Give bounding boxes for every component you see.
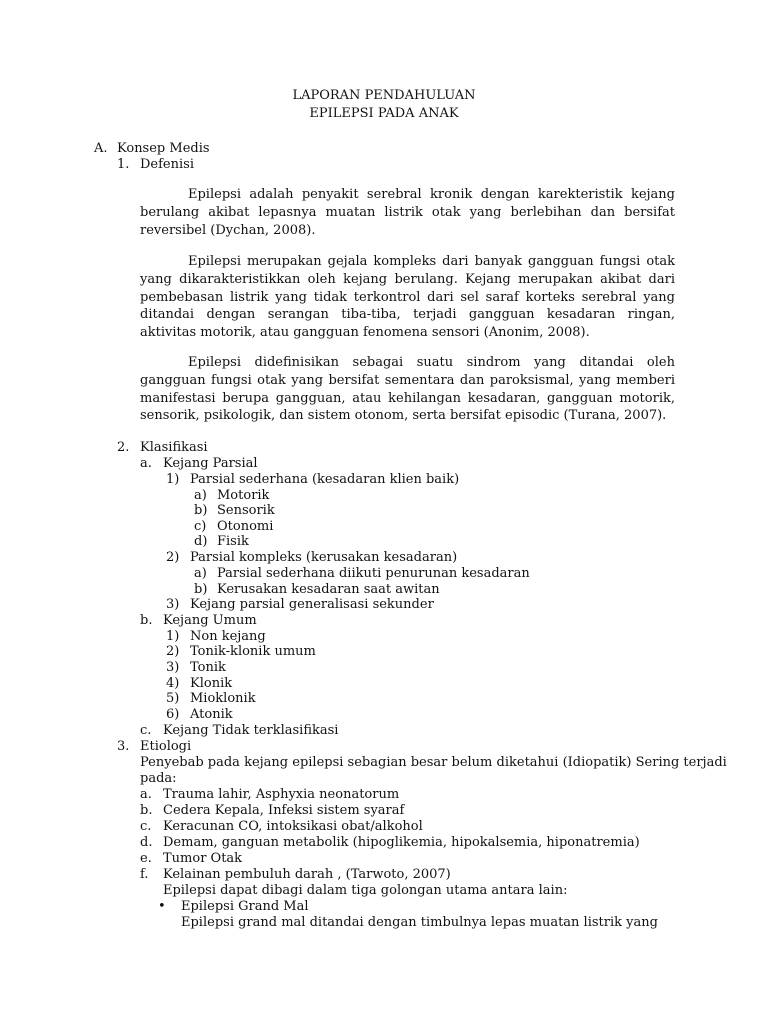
section-a-heading: Konsep Medis — [117, 141, 210, 156]
list-marker: 3) — [166, 597, 180, 612]
list-marker: 2) — [166, 550, 180, 565]
section-a-marker: A. — [94, 141, 108, 156]
list-item: Motorik — [217, 488, 270, 503]
list-marker: 2) — [166, 644, 180, 659]
list-marker: d. — [140, 835, 153, 850]
list-marker: a) — [194, 488, 207, 503]
list-item: Otonomi — [217, 519, 274, 534]
list-marker: c) — [194, 519, 207, 534]
list-item: Epilepsi Grand Mal — [181, 899, 309, 914]
list-item: Parsial sederhana (kesadaran klien baik) — [190, 472, 460, 487]
section-2-marker: 2. — [117, 440, 130, 455]
list-item: Kejang Parsial — [163, 456, 258, 471]
section-1-heading: Defenisi — [140, 157, 194, 172]
grand-mal-description: Epilepsi grand mal ditandai dengan timbulnya lepas muatan listrik yang — [181, 915, 658, 930]
etiology-intro-line-2: pada: — [140, 771, 177, 786]
document-title-line-2: EPILEPSI PADA ANAK — [309, 106, 459, 121]
definition-paragraph-2: Epilepsi merupakan gejala kompleks dari banyak gangguan fungsi otak yang dikarakteristikkan oleh kejang berulang. Kejang merupakan akibat dari pembebasan listrik yang tidak terkontrol dari sel saraf korteks serebral yang ditandai dengan serangan tiba-tiba, terjadi gangguan kesadaran ringan, aktivitas motorik, atau gangguan fenomena sensori (Anonim, 2008). — [140, 254, 675, 341]
list-item: Parsial sederhana diikuti penurunan kesadaran — [217, 566, 530, 581]
list-item: Fisik — [217, 534, 249, 549]
list-item: Cedera Kepala, Infeksi sistem syaraf — [163, 803, 405, 818]
list-marker: 3) — [166, 660, 180, 675]
list-item: Tonik — [190, 660, 226, 675]
list-item: Parsial kompleks (kerusakan kesadaran) — [190, 550, 458, 565]
list-marker: c. — [140, 819, 152, 834]
section-3-marker: 3. — [117, 739, 130, 754]
classification-intro: Epilepsi dapat dibagi dalam tiga golongan utama antara lain: — [163, 883, 568, 898]
definition-paragraph-3: Epilepsi didefinisikan sebagai suatu sindrom yang ditandai oleh gangguan fungsi otak yang bersifat sementara dan paroksismal, yang memberi manifestasi berupa gangguan, atau kehilangan kesadaran, gangguan motorik, sensorik, psikologik, dan sistem otonom, serta bersifat episodic (Turana, 2007). — [140, 355, 675, 424]
list-marker: b) — [194, 503, 208, 518]
section-2-heading: Klasifikasi — [140, 440, 208, 455]
list-marker: c. — [140, 723, 152, 738]
list-item: Sensorik — [217, 503, 275, 518]
list-marker: 1) — [166, 472, 180, 487]
list-item: Demam, ganguan metabolik (hipoglikemia, hipokalsemia, hiponatremia) — [163, 835, 640, 850]
list-item: Trauma lahir, Asphyxia neonatorum — [163, 787, 400, 802]
list-item: Klonik — [190, 676, 233, 691]
list-item: Kerusakan kesadaran saat awitan — [217, 582, 440, 597]
bullet-icon: • — [158, 899, 166, 914]
list-marker: 6) — [166, 707, 180, 722]
list-marker: 1) — [166, 629, 180, 644]
section-3-heading: Etiologi — [140, 739, 192, 754]
list-marker: b. — [140, 803, 153, 818]
list-marker: d) — [194, 534, 208, 549]
list-item: Tumor Otak — [163, 851, 243, 866]
list-item: Tonik-klonik umum — [190, 644, 316, 659]
list-item: Atonik — [190, 707, 233, 722]
list-marker: f. — [140, 867, 149, 882]
list-item: Kejang Tidak terklasifikasi — [163, 723, 339, 738]
list-item: Keracunan CO, intoksikasi obat/alkohol — [163, 819, 423, 834]
definition-paragraph-1: Epilepsi adalah penyakit serebral kronik dengan karekteristik kejang berulang akibat lepasnya muatan listrik otak yang berlebihan dan bersifat reversibel (Dychan, 2008). — [140, 187, 675, 238]
etiology-intro-line-1: Penyebab pada kejang epilepsi sebagian besar belum diketahui (Idiopatik) Sering terjadi — [140, 755, 727, 770]
list-item: Kejang parsial generalisasi sekunder — [190, 597, 434, 612]
document-title-line-1: LAPORAN PENDAHULUAN — [292, 88, 476, 103]
list-marker: b. — [140, 613, 153, 628]
list-marker: e. — [140, 851, 152, 866]
list-item: Kelainan pembuluh darah , (Tarwoto, 2007) — [163, 867, 451, 882]
list-marker: a) — [194, 566, 207, 581]
list-marker: b) — [194, 582, 208, 597]
section-1-marker: 1. — [117, 157, 130, 172]
list-marker: 5) — [166, 691, 180, 706]
list-item: Kejang Umum — [163, 613, 257, 628]
list-item: Mioklonik — [190, 691, 256, 706]
list-marker: a. — [140, 456, 152, 471]
list-marker: 4) — [166, 676, 180, 691]
list-item: Non kejang — [190, 629, 266, 644]
list-marker: a. — [140, 787, 152, 802]
